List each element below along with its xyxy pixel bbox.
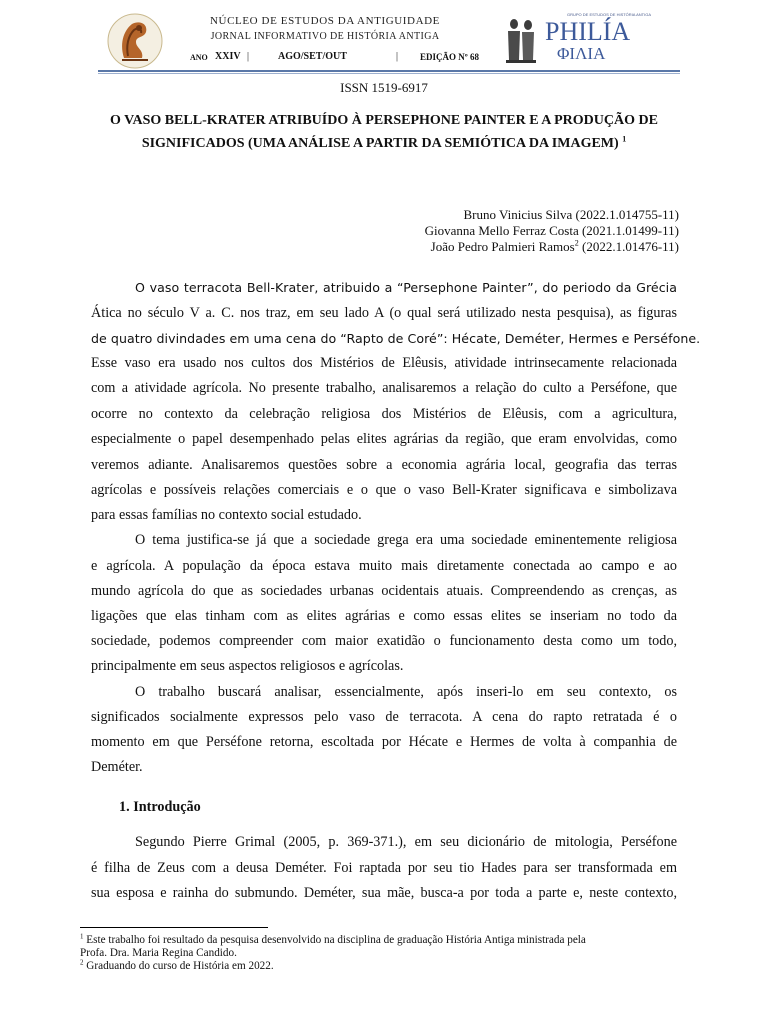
section-heading: 1. Introdução (119, 799, 201, 815)
footnote-1-cont: Profa. Dra. Maria Regina Candido. (80, 947, 237, 959)
paragraph-line: sua esposa e rainha do submundo. Deméter, sua mãe, busca-a por toda a parte e, neste contexto, (91, 885, 677, 901)
paragraph-line: Ática no século V a. C. nos traz, em seu lado A (o qual será utilizado nesta pesquisa), as figuras (91, 305, 677, 321)
paragraph-line: é filha de Zeus com a deusa Deméter. Foi raptada por seu tio Hades para ser transformada em (91, 860, 677, 876)
paragraph-line: de quatro divindades em uma cena do “Rapto de Coré”: Hécate, Deméter, Hermes e Perséfone. (91, 331, 701, 346)
paragraph-line: momento em que Perséfone retorna, escoltada por Hécate e Hermes de volta à companhia de (91, 734, 677, 750)
paragraph-line: O tema justifica-se já que a sociedade grega era uma sociedade eminentemente religiosa (135, 532, 677, 548)
footnote-rule (80, 927, 268, 928)
paragraph-line: para essas famílias no contexto social estudado. (91, 507, 362, 523)
paragraph-line: e agrícola. A população da época estava muito mais diretamente conectada ao campo e ao (91, 558, 677, 574)
footnote-1 (80, 934, 586, 947)
issue-number: EDIÇÃO Nº 68 (420, 52, 479, 62)
center-name: NÚCLEO DE ESTUDOS DA ANTIGUIDADE (209, 15, 441, 27)
paragraph-line: especialmente o papel desempenhado pelas elites agrárias da região, que eram envolvidas, como (91, 431, 677, 447)
paragraph-line: O trabalho buscará analisar, essencialmente, após inseri-lo em seu contexto, os (135, 684, 677, 700)
paragraph-line: principalmente em seus aspectos religiosos e agrícolas. (91, 658, 404, 674)
footnote-ref-1: 1 (622, 134, 627, 144)
footnote-ref-2: 2 (574, 238, 579, 248)
philia-latin: PHILÍA (545, 17, 631, 46)
article-title-line-1: O VASO BELL-KRATER ATRIBUÍDO À PERSEPHONE PAINTER E A PRODUÇÃO DE (110, 113, 658, 128)
paragraph-line: veremos adiante. Analisaremos questões sobre a economia agrária local, geografia das terras (91, 457, 677, 473)
author-3-id: (2022.1.01476-11) (578, 239, 679, 254)
philia-figures-logo (503, 16, 539, 64)
philia-logo (545, 12, 652, 68)
journal-header (160, 14, 490, 44)
ano-label: ANO (190, 53, 208, 62)
footnote-mark-1: 1 (80, 932, 84, 941)
article-title-line-2 (80, 132, 688, 155)
ano-value: XXIV (215, 51, 241, 62)
paragraph-line: Esse vaso era usado nos cultos dos Mistérios de Elêusis, atividade intrinsecamente relacionada (91, 355, 677, 371)
issn: ISSN 1519-6917 (340, 80, 428, 95)
header-rule-thin (98, 73, 680, 74)
separator: | (396, 51, 399, 62)
paragraph-line: significados socialmente expressos pelo vaso de terracota. A cena do rapto retratada é o (91, 709, 677, 725)
paragraph-line: agrícolas e possíveis relações comerciais e o que o vaso Bell-Krater significava e simbolizava (91, 482, 677, 498)
issue-meta (188, 51, 488, 65)
separator: | (247, 51, 250, 62)
issue-period: AGO/SET/OUT (278, 51, 347, 62)
paragraph-line: mundo agrícola do que as sociedades urbanas ocidentais atuais. Compreendendo as crenças, as (91, 583, 677, 599)
article-title-text: SIGNIFICADOS (UMA ANÁLISE A PARTIR DA SEMIÓTICA DA IMAGEM) (141, 136, 619, 151)
philia-greek: ΦΙΛΙΑ (557, 44, 606, 63)
paragraph-line: com a atividade agrícola. No presente trabalho, analisaremos a relação do culto a Perséfone, que (91, 380, 677, 396)
footnote-mark-2: 2 (80, 958, 84, 967)
footnote-2 (80, 960, 274, 973)
paragraph-line: sociedade, podemos compreender com maior exatidão o funcionamento desta como um todo, (91, 633, 677, 649)
header-rule (98, 70, 680, 72)
paragraph-line: O vaso terracota Bell-Krater, atribuido a “Persephone Painter”, do periodo da Grécia (135, 280, 677, 295)
paragraph-line: ocorre no contexto da celebração religiosa dos Mistérios de Elêusis, com a agricultura, (91, 406, 677, 422)
paragraph-line: Deméter. (91, 759, 143, 775)
paragraph-line: Segundo Pierre Grimal (2005, p. 369-371.), em seu dicionário de mitologia, Perséfone (135, 834, 677, 850)
nea-logo (106, 12, 164, 70)
author-1: Bruno Vinicius Silva (2022.1.014755-11) (463, 207, 679, 222)
author-3-name: João Pedro Palmieri Ramos (430, 239, 575, 254)
journal-name: JORNAL INFORMATIVO DE HISTÓRIA ANTIGA (210, 31, 440, 42)
author-3 (431, 239, 679, 255)
paragraph-line: ligações que elas tinham com as elites agrárias e como essas elites se inseriam no todo da (91, 608, 677, 624)
footnote-2-text: Graduando do curso de História em 2022. (83, 960, 274, 972)
philia-subtitle: GRUPO DE ESTUDOS DE HISTÓRIA ANTIGA (567, 12, 652, 17)
author-2: Giovanna Mello Ferraz Costa (2021.1.01499-11) (424, 223, 679, 238)
footnote-1-text: Este trabalho foi resultado da pesquisa desenvolvido na disciplina de graduação História Antiga ministrada pela (83, 934, 586, 946)
